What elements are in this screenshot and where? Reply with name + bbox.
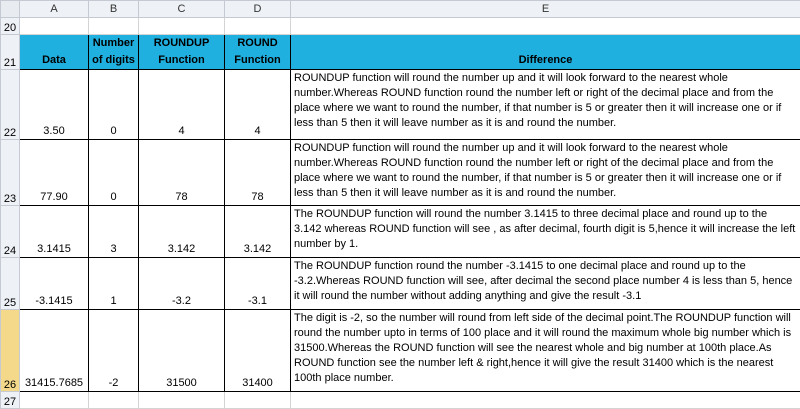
cell-data[interactable]: 77.90 — [20, 140, 89, 206]
column-header-row — [1, 1, 800, 18]
cell-round[interactable]: -3.1 — [225, 258, 291, 310]
cell[interactable] — [139, 18, 225, 35]
select-all-corner[interactable] — [1, 1, 20, 18]
column-header-e[interactable]: E — [291, 1, 800, 18]
cell-digits[interactable]: 3 — [89, 206, 139, 258]
cell-digits[interactable]: -2 — [89, 310, 139, 392]
column-header-c[interactable]: C — [139, 1, 225, 18]
cell-difference[interactable]: The ROUNDUP function round the number -3.1415 to one decimal place and round up to the -3.2.Whereas ROUND function will see, after decimal the second place number 4 is less than 5, hence it will round the number without adding anything and give the result -3.1 — [291, 258, 800, 310]
column-header-a[interactable]: A — [20, 1, 89, 18]
sheet-row — [1, 18, 800, 35]
row-header[interactable]: 22 — [1, 70, 20, 140]
cell-round[interactable]: 31400 — [225, 310, 291, 392]
cell-difference[interactable]: The digit is -2, so the number will round from left side of the decimal point.The ROUNDUP function will round the number upto in terms of 100 place and it will round the maximum whole big number which is 31500.Whereas the ROUND function will see the nearest whole and big number at 100th place.As ROUND function see the number left & right,hence it will give the result 31400 which is the nearest 100th place number. — [291, 310, 800, 392]
header-round[interactable]: ROUND Function — [225, 35, 291, 70]
table-row — [1, 140, 800, 206]
table-row — [1, 70, 800, 140]
cell-difference[interactable]: The ROUNDUP function will round the number 3.1415 to three decimal place and round up to the 3.142 whereas ROUND function will see , as after decimal, fourth digit is 5,hence it will increase the left number by 1. — [291, 206, 800, 258]
row-header[interactable]: 25 — [1, 258, 20, 310]
cell-digits[interactable]: 0 — [89, 140, 139, 206]
table-row — [1, 310, 800, 392]
row-header[interactable]: 27 — [1, 392, 20, 409]
column-header-d[interactable]: D — [225, 1, 291, 18]
cell-difference[interactable]: ROUNDUP function will round the number up and it will look forward to the nearest whole number.Whereas ROUND function round the number left or right of the decimal place and from the place where we want to round the number, if that number is 5 or greater then it will increase one or if less than 5 then it will leave number as it is and round the number. — [291, 70, 800, 140]
cell-roundup[interactable]: 31500 — [139, 310, 225, 392]
cell[interactable] — [225, 18, 291, 35]
cell-roundup[interactable]: 3.142 — [139, 206, 225, 258]
cell-data[interactable]: 31415.7685 — [20, 310, 89, 392]
cell-roundup[interactable]: 4 — [139, 70, 225, 140]
row-header-active[interactable]: 26 — [1, 310, 20, 392]
header-data[interactable]: Data — [20, 35, 89, 70]
header-difference[interactable]: Difference — [291, 35, 800, 70]
table-row — [1, 258, 800, 310]
cell[interactable] — [20, 18, 89, 35]
cell-round[interactable]: 4 — [225, 70, 291, 140]
header-roundup[interactable]: ROUNDUP Function — [139, 35, 225, 70]
row-header[interactable]: 24 — [1, 206, 20, 258]
cell-digits[interactable]: 1 — [89, 258, 139, 310]
cell-round[interactable]: 3.142 — [225, 206, 291, 258]
cell[interactable] — [89, 18, 139, 35]
cell[interactable] — [291, 18, 800, 35]
cell-data[interactable]: 3.1415 — [20, 206, 89, 258]
cell-data[interactable]: -3.1415 — [20, 258, 89, 310]
table-row — [1, 206, 800, 258]
cell-digits[interactable]: 0 — [89, 70, 139, 140]
header-row — [1, 35, 800, 70]
cell-difference[interactable]: ROUNDUP function will round the number up and it will look forward to the nearest whole number.Whereas ROUND function round the number left or right of the decimal place and from the place where we want to round the number, if that number is 5 or greater then it will increase one or if less than 5 then it will leave number as it is and round the number. — [291, 140, 800, 206]
cell-roundup[interactable]: -3.2 — [139, 258, 225, 310]
header-digits[interactable]: Number of digits — [89, 35, 139, 70]
row-header[interactable]: 23 — [1, 140, 20, 206]
cell-roundup[interactable]: 78 — [139, 140, 225, 206]
row-header[interactable]: 21 — [1, 35, 20, 70]
row-header[interactable]: 20 — [1, 18, 20, 35]
column-header-b[interactable]: B — [89, 1, 139, 18]
cell-data[interactable]: 3.50 — [20, 70, 89, 140]
cell-round[interactable]: 78 — [225, 140, 291, 206]
